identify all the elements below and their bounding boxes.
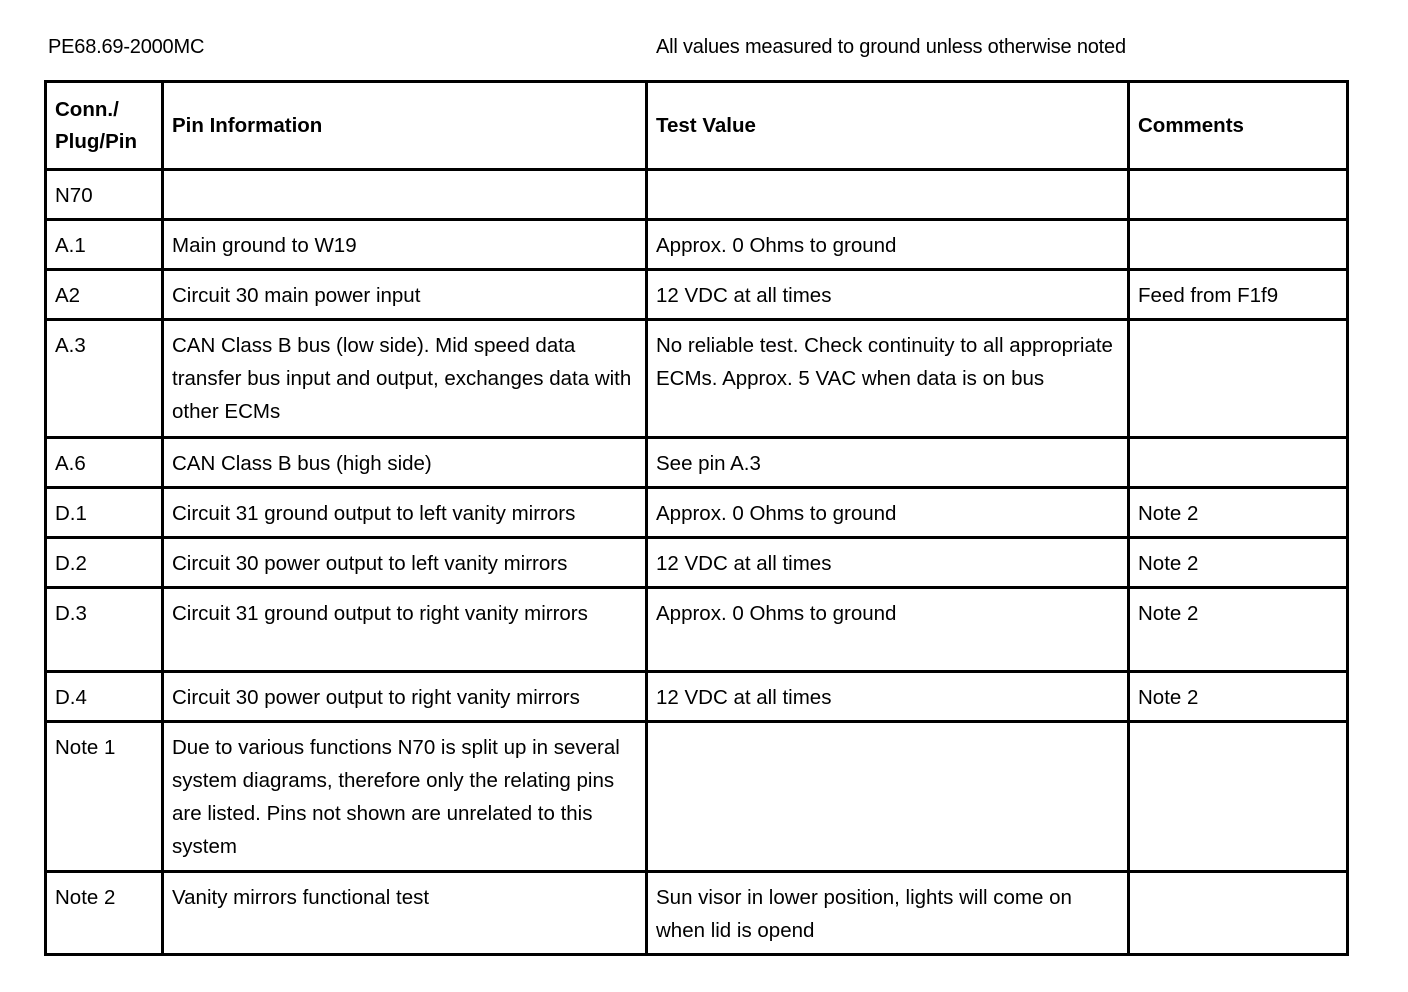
info-cell: Main ground to W19 xyxy=(163,220,647,270)
comment-cell xyxy=(1129,320,1348,438)
info-cell: Circuit 31 ground output to left vanity mirrors xyxy=(163,488,647,538)
column-header-pin-info: Pin Information xyxy=(163,82,647,170)
info-cell: Vanity mirrors functional test xyxy=(163,872,647,955)
table-row xyxy=(46,170,1348,220)
pin-cell: A.6 xyxy=(46,438,163,488)
table-row xyxy=(46,588,1348,672)
test-cell: 12 VDC at all times xyxy=(647,672,1129,722)
pin-cell: Note 2 xyxy=(46,872,163,955)
pin-table xyxy=(44,80,1349,956)
pin-cell: D.4 xyxy=(46,672,163,722)
info-cell: Circuit 30 power output to left vanity mirrors xyxy=(163,538,647,588)
pin-cell: D.3 xyxy=(46,588,163,672)
comment-cell: Note 2 xyxy=(1129,672,1348,722)
test-cell: Approx. 0 Ohms to ground xyxy=(647,588,1129,672)
test-cell: No reliable test. Check continuity to all appropriate ECMs. Approx. 5 VAC when data is on bus xyxy=(647,320,1129,438)
test-cell: Approx. 0 Ohms to ground xyxy=(647,220,1129,270)
table-row xyxy=(46,538,1348,588)
pin-cell: D.2 xyxy=(46,538,163,588)
column-header-comments: Comments xyxy=(1129,82,1348,170)
table-row xyxy=(46,220,1348,270)
table-row xyxy=(46,872,1348,955)
comment-cell xyxy=(1129,220,1348,270)
table-row xyxy=(46,270,1348,320)
info-cell: Due to various functions N70 is split up in several system diagrams, therefore only the relating pins are listed. Pins not shown are unrelated to this system xyxy=(163,722,647,872)
table-row xyxy=(46,672,1348,722)
info-cell: CAN Class B bus (high side) xyxy=(163,438,647,488)
comment-cell xyxy=(1129,170,1348,220)
test-cell: 12 VDC at all times xyxy=(647,538,1129,588)
pin-cell: N70 xyxy=(46,170,163,220)
table-header-row xyxy=(46,82,1348,170)
table-row xyxy=(46,438,1348,488)
table-row xyxy=(46,320,1348,438)
test-cell: Sun visor in lower position, lights will come on when lid is opend xyxy=(647,872,1129,955)
pin-cell: A.1 xyxy=(46,220,163,270)
table-row xyxy=(46,488,1348,538)
comment-cell: Note 2 xyxy=(1129,588,1348,672)
document-code: PE68.69-2000MC xyxy=(48,36,205,58)
table-row xyxy=(46,722,1348,872)
test-cell: See pin A.3 xyxy=(647,438,1129,488)
info-cell: Circuit 30 power output to right vanity mirrors xyxy=(163,672,647,722)
comment-cell: Note 2 xyxy=(1129,488,1348,538)
test-cell xyxy=(647,722,1129,872)
comment-cell: Feed from F1f9 xyxy=(1129,270,1348,320)
pin-cell: A.3 xyxy=(46,320,163,438)
test-cell xyxy=(647,170,1129,220)
column-header-test-value: Test Value xyxy=(647,82,1129,170)
info-cell: Circuit 31 ground output to right vanity mirrors xyxy=(163,588,647,672)
comment-cell xyxy=(1129,722,1348,872)
pin-cell: D.1 xyxy=(46,488,163,538)
info-cell: CAN Class B bus (low side). Mid speed data transfer bus input and output, exchanges data with other ECMs xyxy=(163,320,647,438)
test-cell: Approx. 0 Ohms to ground xyxy=(647,488,1129,538)
column-header-conn-line1: Conn./ xyxy=(55,97,119,121)
info-cell xyxy=(163,170,647,220)
comment-cell xyxy=(1129,438,1348,488)
column-header-conn xyxy=(46,82,163,170)
pin-cell: Note 1 xyxy=(46,722,163,872)
test-cell: 12 VDC at all times xyxy=(647,270,1129,320)
pin-cell: A2 xyxy=(46,270,163,320)
comment-cell: Note 2 xyxy=(1129,538,1348,588)
comment-cell xyxy=(1129,872,1348,955)
info-cell: Circuit 30 main power input xyxy=(163,270,647,320)
measurement-note: All values measured to ground unless otherwise noted xyxy=(656,36,1126,58)
column-header-conn-line2: Plug/Pin xyxy=(55,129,137,153)
